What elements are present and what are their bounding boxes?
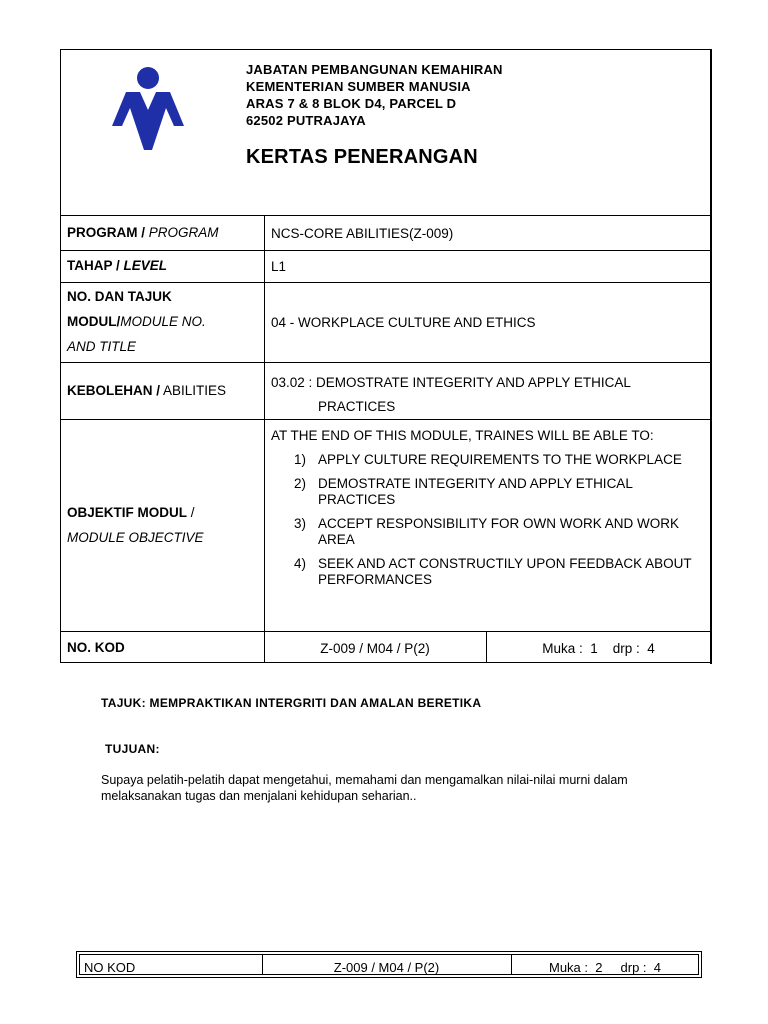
- code-label: NO. KOD: [67, 640, 125, 655]
- module-label: NO. DAN TAJUK MODUL/MODULE NO. AND TITLE: [67, 289, 206, 354]
- abilities-label: KEBOLEHAN / ABILITIES: [67, 383, 227, 398]
- org-line: ARAS 7 & 8 BLOK D4, PARCEL D: [246, 96, 457, 111]
- rule: [60, 631, 711, 632]
- level-label: TAHAP / LEVEL: [67, 258, 168, 273]
- document-title: KERTAS PENERANGAN: [246, 146, 478, 168]
- rule: [60, 362, 711, 363]
- footer-page-counter: Muka : 2 drp : 4: [549, 960, 661, 975]
- table-shadow: [710, 49, 712, 664]
- objective-label: OBJEKTIF MODUL / MODULE OBJECTIVE: [67, 505, 204, 545]
- objective-content: [271, 428, 701, 596]
- rule: [60, 215, 711, 216]
- module-value: 04 - WORKPLACE CULTURE AND ETHICS: [271, 315, 536, 330]
- org-address: [246, 61, 503, 129]
- objective-list: [271, 452, 701, 588]
- page-counter: Muka : 1 drp : 4: [542, 641, 655, 656]
- list-item: 2) DEMOSTRATE INTEGERITY AND APPLY ETHICAL PRACTICES: [294, 476, 633, 507]
- topic-heading: TAJUK: MEMPRAKTIKAN INTERGRITI DAN AMALAN BERETIKA: [101, 696, 482, 710]
- rule: [60, 250, 711, 251]
- jpk-logo-icon: [112, 66, 184, 152]
- purpose-text: Supaya pelatih-pelatih dapat mengetahui, memahami dan mengamalkan nilai-nilai murni dalam melaksanakan tugas dan menjalani kehidupan seharian..: [101, 773, 628, 803]
- footer-code-label: NO KOD: [84, 960, 136, 975]
- level-value: L1: [271, 259, 287, 274]
- code-value: Z-009 / M04 / P(2): [320, 641, 430, 656]
- list-item: 3) ACCEPT RESPONSIBILITY FOR OWN WORK AND WORK AREA: [294, 516, 680, 547]
- program-label: PROGRAM / PROGRAM: [67, 225, 219, 240]
- list-item: 1) APPLY CULTURE REQUIREMENTS TO THE WORKPLACE: [294, 452, 682, 467]
- objective-intro: AT THE END OF THIS MODULE, TRAINES WILL BE ABLE TO:: [271, 428, 654, 443]
- org-line: JABATAN PEMBANGUNAN KEMAHIRAN: [246, 62, 503, 77]
- abilities-value: 03.02 : DEMOSTRATE INTEGERITY AND APPLY ETHICAL PRACTICES: [271, 375, 631, 414]
- rule: [60, 419, 711, 420]
- program-value: NCS-CORE ABILITIES(Z-009): [271, 226, 454, 241]
- footer-code-value: Z-009 / M04 / P(2): [333, 960, 440, 975]
- org-line: 62502 PUTRAJAYA: [246, 113, 366, 128]
- rule: [60, 282, 711, 283]
- list-item: 4) SEEK AND ACT CONSTRUCTILY UPON FEEDBACK ABOUT PERFORMANCES: [294, 556, 692, 587]
- org-line: KEMENTERIAN SUMBER MANUSIA: [246, 79, 471, 94]
- purpose-heading: TUJUAN:: [105, 742, 160, 756]
- column-divider: [264, 215, 265, 663]
